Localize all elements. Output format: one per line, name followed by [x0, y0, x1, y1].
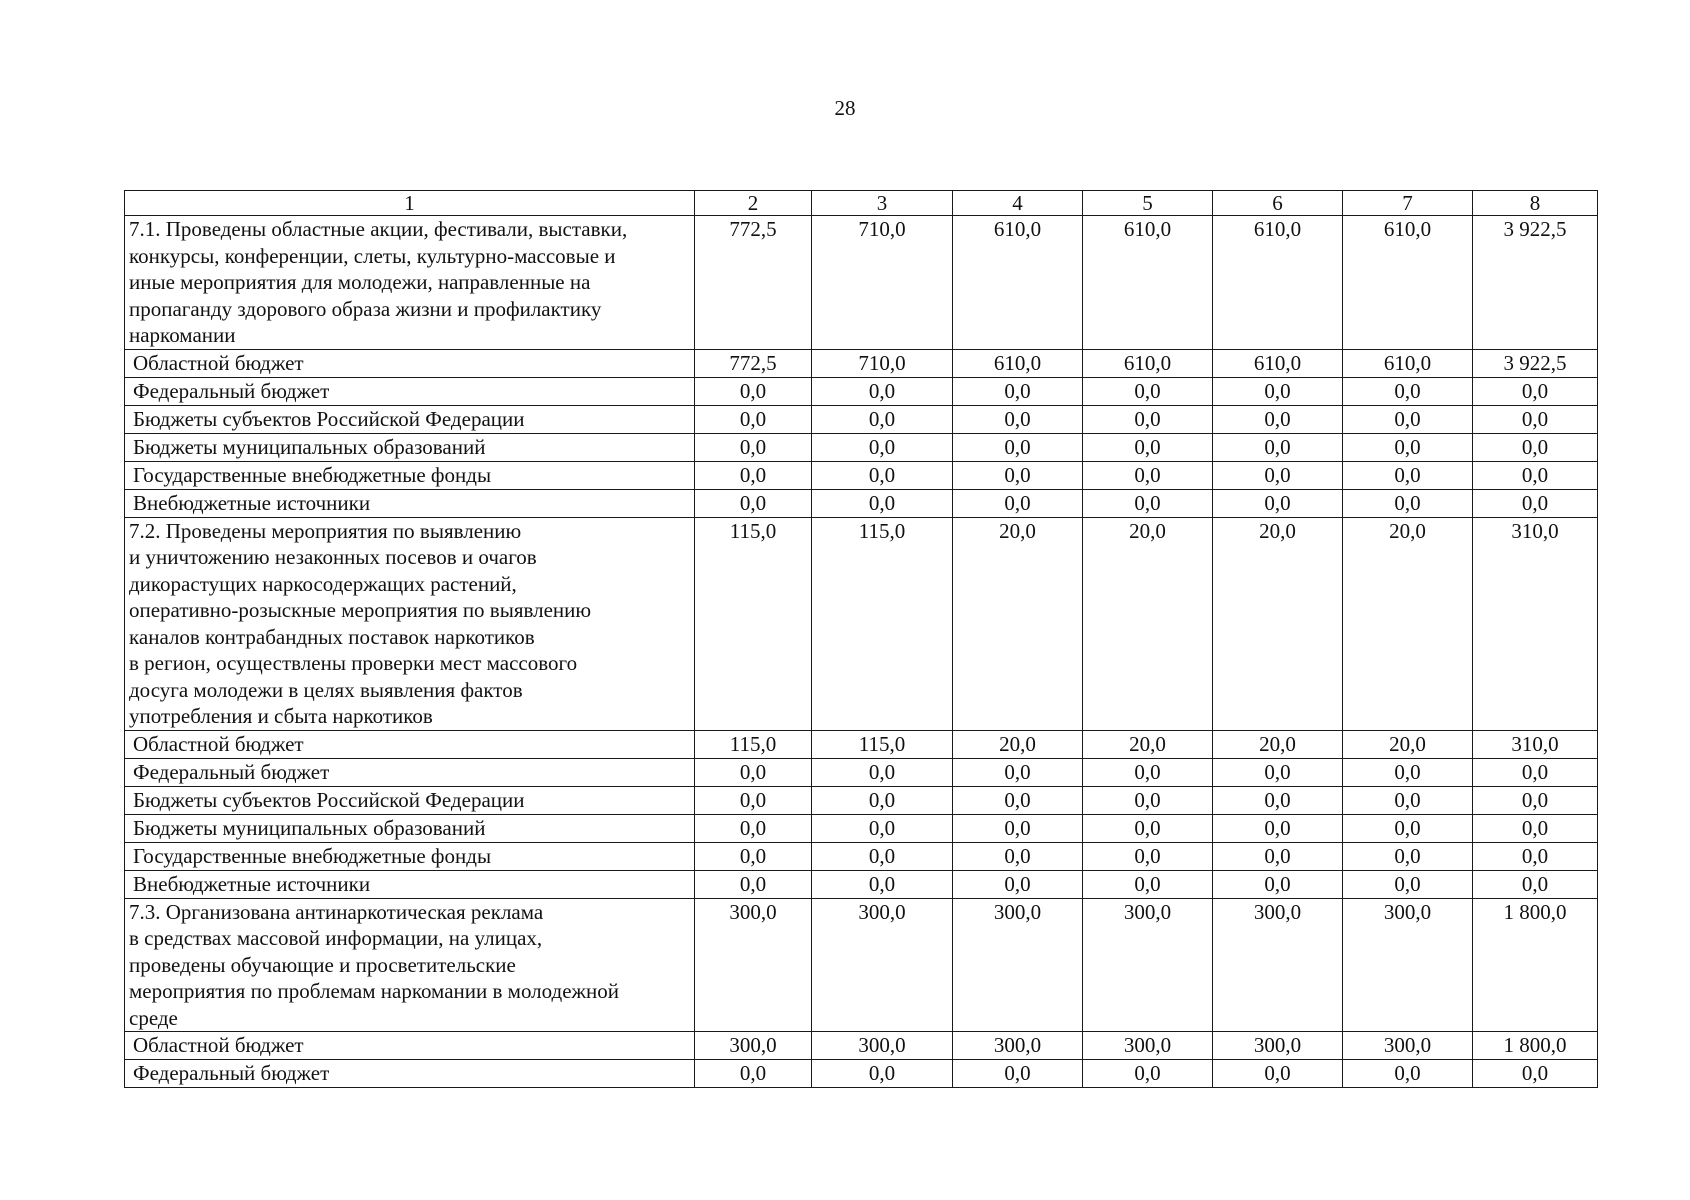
value-cell: 0,0 — [1473, 489, 1598, 517]
section-title-line: употребления и сбыта наркотиков — [129, 704, 433, 728]
section-value-cell: 300,0 — [1083, 898, 1213, 1032]
funding-source-label: Внебюджетные источники — [125, 870, 695, 898]
value-cell: 0,0 — [812, 461, 953, 489]
value-cell: 0,0 — [1343, 870, 1473, 898]
value-cell: 0,0 — [1213, 814, 1343, 842]
value-cell: 0,0 — [1343, 758, 1473, 786]
column-header: 8 — [1473, 191, 1598, 216]
value-cell: 0,0 — [1473, 377, 1598, 405]
section-title-line: в средствах массовой информации, на улицах, — [129, 926, 543, 950]
section-value-cell: 300,0 — [812, 898, 953, 1032]
value-cell: 610,0 — [1343, 349, 1473, 377]
value-cell: 20,0 — [1213, 730, 1343, 758]
funding-source-label: Государственные внебюджетные фонды — [125, 842, 695, 870]
value-cell: 0,0 — [1083, 433, 1213, 461]
column-header: 1 — [125, 191, 695, 216]
value-cell: 0,0 — [1083, 786, 1213, 814]
value-cell: 0,0 — [1473, 1060, 1598, 1088]
value-cell: 0,0 — [812, 377, 953, 405]
section-title-line: конкурсы, конференции, слеты, культурно-массовые и — [129, 243, 616, 268]
value-cell: 0,0 — [1343, 489, 1473, 517]
table-row — [125, 1032, 1598, 1060]
value-cell: 0,0 — [1473, 814, 1598, 842]
column-header: 6 — [1213, 191, 1343, 216]
value-cell: 0,0 — [1213, 433, 1343, 461]
section-title-line: каналов контрабандных поставок наркотиков — [129, 624, 535, 649]
column-header: 7 — [1343, 191, 1473, 216]
table-body — [125, 216, 1598, 1088]
value-cell: 0,0 — [953, 405, 1083, 433]
section-value-cell: 300,0 — [1343, 898, 1473, 1032]
value-cell: 0,0 — [1083, 814, 1213, 842]
value-cell: 0,0 — [1473, 405, 1598, 433]
value-cell: 0,0 — [695, 489, 812, 517]
table-row — [125, 814, 1598, 842]
value-cell: 0,0 — [953, 758, 1083, 786]
value-cell: 1 800,0 — [1473, 1032, 1598, 1060]
value-cell: 0,0 — [1343, 433, 1473, 461]
value-cell: 20,0 — [1343, 730, 1473, 758]
section-title — [125, 216, 695, 350]
section-value-cell: 20,0 — [953, 517, 1083, 730]
value-cell: 0,0 — [695, 405, 812, 433]
value-cell: 0,0 — [812, 814, 953, 842]
value-cell: 710,0 — [812, 349, 953, 377]
funding-source-label: Бюджеты муниципальных образований — [125, 814, 695, 842]
section-title-line: мероприятия по проблемам наркомании в молодежной — [129, 979, 620, 1003]
value-cell: 0,0 — [1083, 842, 1213, 870]
value-cell: 610,0 — [1083, 349, 1213, 377]
value-cell: 300,0 — [1343, 1032, 1473, 1060]
table-row — [125, 1060, 1598, 1088]
value-cell: 0,0 — [1343, 461, 1473, 489]
value-cell: 0,0 — [1473, 842, 1598, 870]
funding-source-label: Областной бюджет — [125, 730, 695, 758]
funding-source-label: Бюджеты субъектов Российской Федерации — [125, 405, 695, 433]
section-value-cell: 610,0 — [1343, 216, 1473, 350]
value-cell: 0,0 — [1083, 377, 1213, 405]
value-cell: 0,0 — [1343, 842, 1473, 870]
value-cell: 0,0 — [1213, 758, 1343, 786]
value-cell: 0,0 — [953, 1060, 1083, 1088]
value-cell: 0,0 — [695, 786, 812, 814]
column-header: 5 — [1083, 191, 1213, 216]
value-cell: 300,0 — [1083, 1032, 1213, 1060]
section-value-cell: 20,0 — [1083, 517, 1213, 730]
value-cell: 610,0 — [953, 349, 1083, 377]
section-value-cell: 300,0 — [1213, 898, 1343, 1032]
section-title-line: в регион, осуществлены проверки мест массового — [129, 651, 578, 675]
section-value-cell: 1 800,0 — [1473, 898, 1598, 1032]
value-cell: 0,0 — [1473, 461, 1598, 489]
section-title-line: наркомании — [129, 323, 236, 347]
value-cell: 0,0 — [953, 433, 1083, 461]
value-cell: 0,0 — [1213, 461, 1343, 489]
funding-source-label: Федеральный бюджет — [125, 758, 695, 786]
section-value-cell: 300,0 — [953, 898, 1083, 1032]
value-cell: 0,0 — [953, 814, 1083, 842]
value-cell: 0,0 — [1343, 405, 1473, 433]
value-cell: 0,0 — [1083, 758, 1213, 786]
funding-source-label: Федеральный бюджет — [125, 377, 695, 405]
funding-source-label: Бюджеты субъектов Российской Федерации — [125, 786, 695, 814]
section-row — [125, 898, 1598, 1032]
funding-source-label: Бюджеты муниципальных образований — [125, 433, 695, 461]
section-title-line: иные мероприятия для молодежи, направленные на — [129, 270, 591, 294]
section-value-cell: 115,0 — [812, 517, 953, 730]
value-cell: 0,0 — [1083, 870, 1213, 898]
table-row — [125, 377, 1598, 405]
table-row — [125, 870, 1598, 898]
value-cell: 772,5 — [695, 349, 812, 377]
section-title — [125, 517, 695, 730]
value-cell: 0,0 — [1473, 786, 1598, 814]
value-cell: 0,0 — [1473, 870, 1598, 898]
funding-source-label: Внебюджетные источники — [125, 489, 695, 517]
section-row — [125, 216, 1598, 350]
section-value-cell: 115,0 — [695, 517, 812, 730]
table-row — [125, 758, 1598, 786]
value-cell: 0,0 — [812, 433, 953, 461]
table-row — [125, 433, 1598, 461]
section-value-cell: 610,0 — [1083, 216, 1213, 350]
section-title-line: среде — [129, 1005, 178, 1030]
value-cell: 0,0 — [812, 786, 953, 814]
section-title — [125, 898, 695, 1032]
column-header: 4 — [953, 191, 1083, 216]
value-cell: 0,0 — [953, 786, 1083, 814]
value-cell: 115,0 — [812, 730, 953, 758]
value-cell: 300,0 — [953, 1032, 1083, 1060]
section-value-cell: 20,0 — [1343, 517, 1473, 730]
value-cell: 0,0 — [695, 461, 812, 489]
funding-source-label: Федеральный бюджет — [125, 1060, 695, 1088]
funding-source-label: Государственные внебюджетные фонды — [125, 461, 695, 489]
value-cell: 0,0 — [695, 814, 812, 842]
value-cell: 0,0 — [695, 1060, 812, 1088]
value-cell: 0,0 — [1343, 377, 1473, 405]
budget-table — [124, 190, 1598, 1088]
value-cell: 20,0 — [953, 730, 1083, 758]
value-cell: 0,0 — [953, 461, 1083, 489]
value-cell: 0,0 — [953, 842, 1083, 870]
section-value-cell: 610,0 — [953, 216, 1083, 350]
value-cell: 0,0 — [1473, 758, 1598, 786]
section-value-cell: 300,0 — [695, 898, 812, 1032]
section-title-line: пропаганду здорового образа жизни и профилактику — [129, 296, 602, 321]
value-cell: 0,0 — [695, 842, 812, 870]
value-cell: 0,0 — [1343, 786, 1473, 814]
value-cell: 0,0 — [953, 870, 1083, 898]
value-cell: 0,0 — [1343, 814, 1473, 842]
table-row — [125, 786, 1598, 814]
value-cell: 115,0 — [695, 730, 812, 758]
value-cell: 300,0 — [695, 1032, 812, 1060]
value-cell: 0,0 — [1083, 489, 1213, 517]
value-cell: 0,0 — [812, 489, 953, 517]
value-cell: 0,0 — [695, 377, 812, 405]
table-row — [125, 842, 1598, 870]
section-value-cell: 610,0 — [1213, 216, 1343, 350]
value-cell: 0,0 — [1213, 405, 1343, 433]
section-title-line: проведены обучающие и просветительские — [129, 952, 516, 977]
value-cell: 0,0 — [1343, 1060, 1473, 1088]
value-cell: 310,0 — [1473, 730, 1598, 758]
section-title-line: 7.1. Проведены областные акции, фестивали, выставки, — [129, 217, 628, 241]
section-value-cell: 3 922,5 — [1473, 216, 1598, 350]
value-cell: 0,0 — [953, 377, 1083, 405]
table-row — [125, 730, 1598, 758]
table-row — [125, 489, 1598, 517]
value-cell: 0,0 — [695, 433, 812, 461]
table-row — [125, 461, 1598, 489]
section-title-line: и уничтожению незаконных посевов и очагов — [129, 545, 537, 569]
column-header: 3 — [812, 191, 953, 216]
section-value-cell: 20,0 — [1213, 517, 1343, 730]
section-title-line: оперативно-розыскные мероприятия по выявлению — [129, 598, 592, 622]
value-cell: 0,0 — [1473, 433, 1598, 461]
section-title-line: 7.3. Организована антинаркотическая реклама — [129, 899, 544, 924]
value-cell: 0,0 — [953, 489, 1083, 517]
value-cell: 0,0 — [695, 758, 812, 786]
funding-source-label: Областной бюджет — [125, 349, 695, 377]
value-cell: 0,0 — [1213, 1060, 1343, 1088]
header-row — [125, 191, 1598, 216]
value-cell: 3 922,5 — [1473, 349, 1598, 377]
page-number: 28 — [834, 96, 856, 120]
value-cell: 0,0 — [812, 1060, 953, 1088]
section-title-line: досуга молодежи в целях выявления фактов — [129, 677, 523, 702]
value-cell: 0,0 — [695, 870, 812, 898]
value-cell: 0,0 — [1213, 377, 1343, 405]
section-row — [125, 517, 1598, 730]
value-cell: 0,0 — [812, 870, 953, 898]
table-row — [125, 349, 1598, 377]
value-cell: 300,0 — [1213, 1032, 1343, 1060]
value-cell: 0,0 — [812, 842, 953, 870]
section-value-cell: 310,0 — [1473, 517, 1598, 730]
funding-source-label: Областной бюджет — [125, 1032, 695, 1060]
value-cell: 0,0 — [1213, 489, 1343, 517]
value-cell: 0,0 — [1213, 786, 1343, 814]
value-cell: 0,0 — [812, 758, 953, 786]
section-value-cell: 710,0 — [812, 216, 953, 350]
section-title-line: 7.2. Проведены мероприятия по выявлению — [129, 518, 522, 543]
column-header: 2 — [695, 191, 812, 216]
value-cell: 0,0 — [1213, 870, 1343, 898]
value-cell: 0,0 — [812, 405, 953, 433]
value-cell: 0,0 — [1083, 1060, 1213, 1088]
value-cell: 610,0 — [1213, 349, 1343, 377]
table-row — [125, 405, 1598, 433]
value-cell: 300,0 — [812, 1032, 953, 1060]
value-cell: 0,0 — [1213, 842, 1343, 870]
section-value-cell: 772,5 — [695, 216, 812, 350]
value-cell: 20,0 — [1083, 730, 1213, 758]
value-cell: 0,0 — [1083, 461, 1213, 489]
value-cell: 0,0 — [1083, 405, 1213, 433]
section-title-line: дикорастущих наркосодержащих растений, — [129, 571, 517, 596]
